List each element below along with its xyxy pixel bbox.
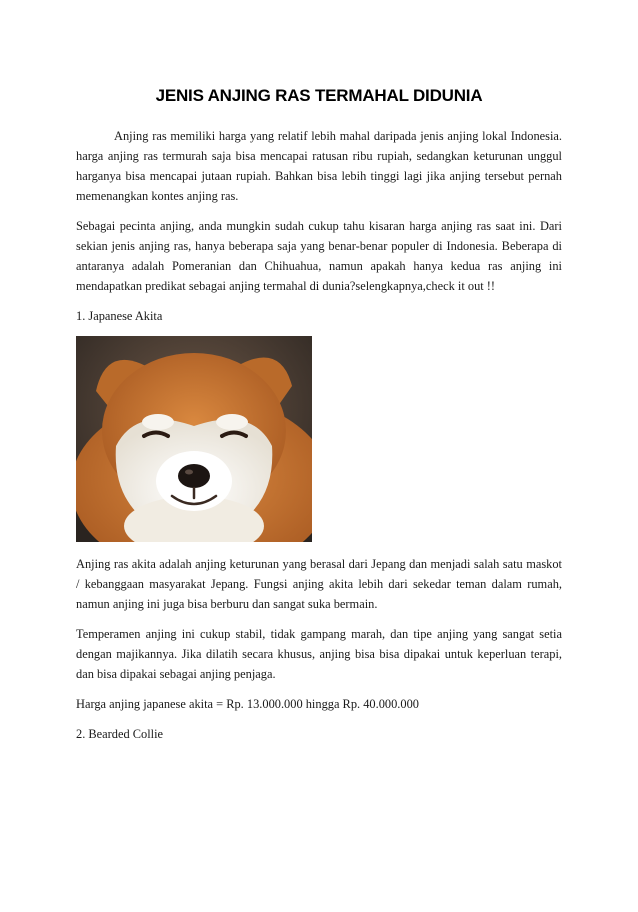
- intro-paragraph-1: Anjing ras memiliki harga yang relatif lebih mahal daripada jenis anjing lokal Indonesia. harga anjing ras termurah saja bisa mencapai ratusan ribu rupiah, sedangkan keturunan unggul harganya bisa mencapai jutaan rupiah. Bahkan bisa lebih tinggi lagi jika anjing tersebut pernah memenangkan kontes anjing ras.: [76, 129, 562, 203]
- section-heading-bearded-collie: 2. Bearded Collie: [76, 727, 164, 741]
- document-title: JENIS ANJING RAS TERMAHAL DIDUNIA: [155, 86, 483, 105]
- akita-paragraph-1: Anjing ras akita adalah anjing keturunan yang berasal dari Jepang dan menjadi salah satu maskot / kebanggaan masyarakat Jepang. Fungsi anjing akita lebih dari sekedar teman dalam rumah, namun anjing ini juga bisa berburu dan sangat suka bermain.: [76, 557, 562, 611]
- akita-price: Harga anjing japanese akita = Rp. 13.000.000 hingga Rp. 40.000.000: [76, 697, 419, 711]
- akita-paragraph-2: Temperamen anjing ini cukup stabil, tidak gampang marah, dan tipe anjing yang sangat setia dengan majikannya. Jika dilatih secara khusus, anjing bisa bisa dipakai untuk keperluan terapi, dan bisa dipakai sebagai anjing penjaga.: [76, 627, 562, 681]
- intro-paragraph-2: Sebagai pecinta anjing, anda mungkin sudah cukup tahu kisaran harga anjing ras saat ini. Dari sekian jenis anjing ras, hanya beberapa saja yang benar-benar populer di Indonesia. Beberapa di antaranya adalah Pomeranian dan Chihuahua, namun apakah hanya kedua ras anjing ini mendapatkan predikat sebagai anjing termahal di dunia?selengkapnya,check it out !!: [76, 219, 562, 293]
- akita-dog-photo: [76, 336, 312, 542]
- akita-dog-illustration: [76, 336, 312, 542]
- document-page: [0, 86, 638, 912]
- section-heading-akita: 1. Japanese Akita: [76, 309, 163, 323]
